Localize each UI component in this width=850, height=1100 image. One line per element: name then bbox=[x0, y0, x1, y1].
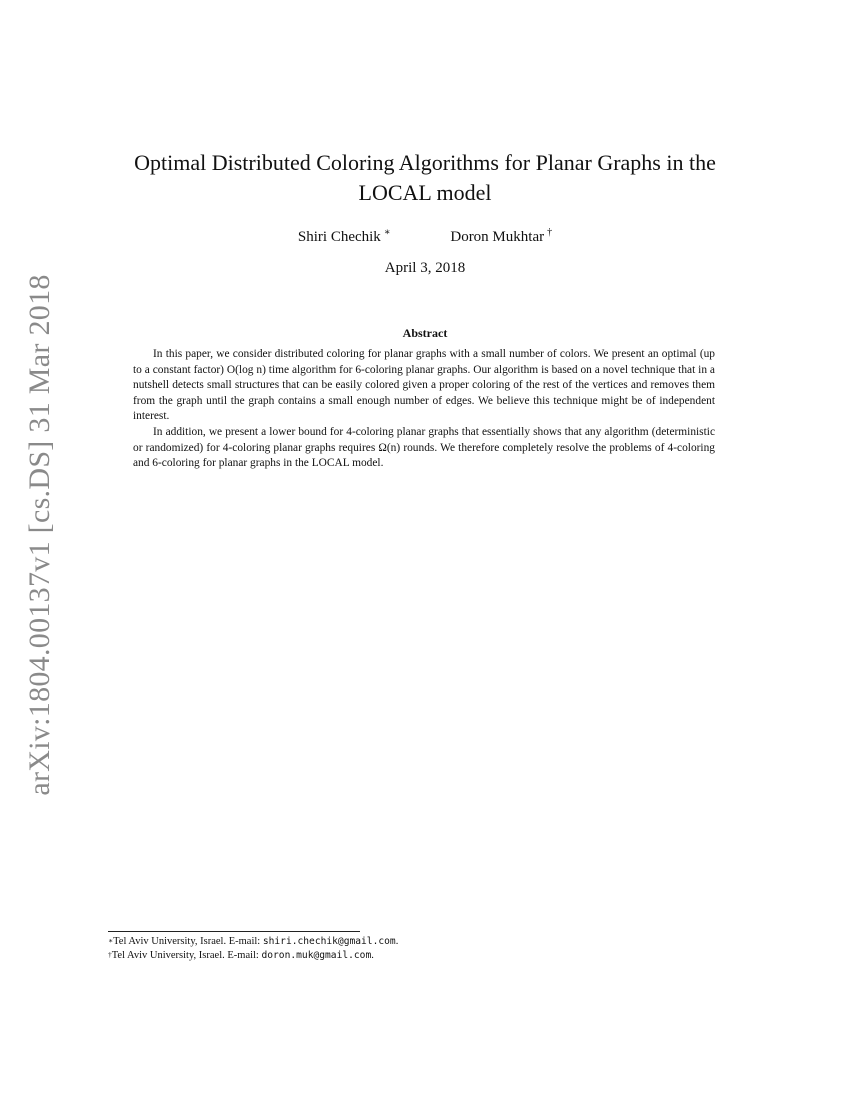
abstract-paragraph-2: In addition, we present a lower bound for 4-coloring planar graphs that essentially shows that any algorithm (deterministic or randomized) for 4-coloring planar graphs requires Ω(n) rounds. We therefore completely resolve the problems of 4-coloring and 6-coloring for planar graphs in the LOCAL model. bbox=[133, 425, 715, 470]
author-2-footnote-mark[interactable]: † bbox=[547, 227, 553, 238]
author-1 bbox=[298, 227, 391, 246]
publication-date: April 3, 2018 bbox=[384, 260, 466, 276]
footnote-2-text: Tel Aviv University, Israel. E-mail: bbox=[111, 950, 262, 961]
footnotes bbox=[108, 935, 728, 963]
footnote-2-end: . bbox=[371, 950, 374, 961]
footnote-1 bbox=[108, 935, 728, 949]
paper-title: Optimal Distributed Coloring Algorithms for Planar Graphs in the LOCAL model bbox=[134, 150, 716, 205]
footnote-1-text: Tel Aviv University, Israel. E-mail: bbox=[113, 936, 263, 947]
abstract-heading: Abstract bbox=[402, 326, 448, 340]
footnote-1-end: . bbox=[395, 936, 399, 947]
footnote-2-email[interactable]: doron.muk@gmail.com bbox=[261, 950, 372, 961]
footnote-divider bbox=[108, 931, 360, 932]
author-list bbox=[0, 227, 850, 246]
footnote-1-mark: ∗ bbox=[108, 936, 114, 945]
abstract-body bbox=[133, 347, 715, 472]
footnote-1-email[interactable]: shiri.chechik@gmail.com bbox=[262, 936, 396, 947]
author-2 bbox=[450, 227, 552, 246]
author-1-footnote-mark[interactable]: ∗ bbox=[383, 227, 391, 238]
abstract-paragraph-1: In this paper, we consider distributed coloring for planar graphs with a small number of colors. We present an optimal (up to a constant factor) O(log n) time algorithm for 6-coloring planar graphs. Our algorithm is based on a novel technique that in a nutshell detects small structures that can be easily colored given a proper coloring of the rest of the vertices and removes them from the graph until the graph contains a small enough number of edges. We believe this technique might be of independent interest. bbox=[133, 348, 715, 423]
footnote-2-mark: † bbox=[108, 950, 112, 959]
footnote-2 bbox=[108, 949, 728, 963]
author-1-name: Shiri Chechik bbox=[297, 229, 381, 245]
arxiv-identifier-stamp: arXiv:1804.00137v1 [cs.DS] 31 Mar 2018 bbox=[23, 274, 56, 796]
author-2-name: Doron Mukhtar bbox=[450, 229, 545, 245]
